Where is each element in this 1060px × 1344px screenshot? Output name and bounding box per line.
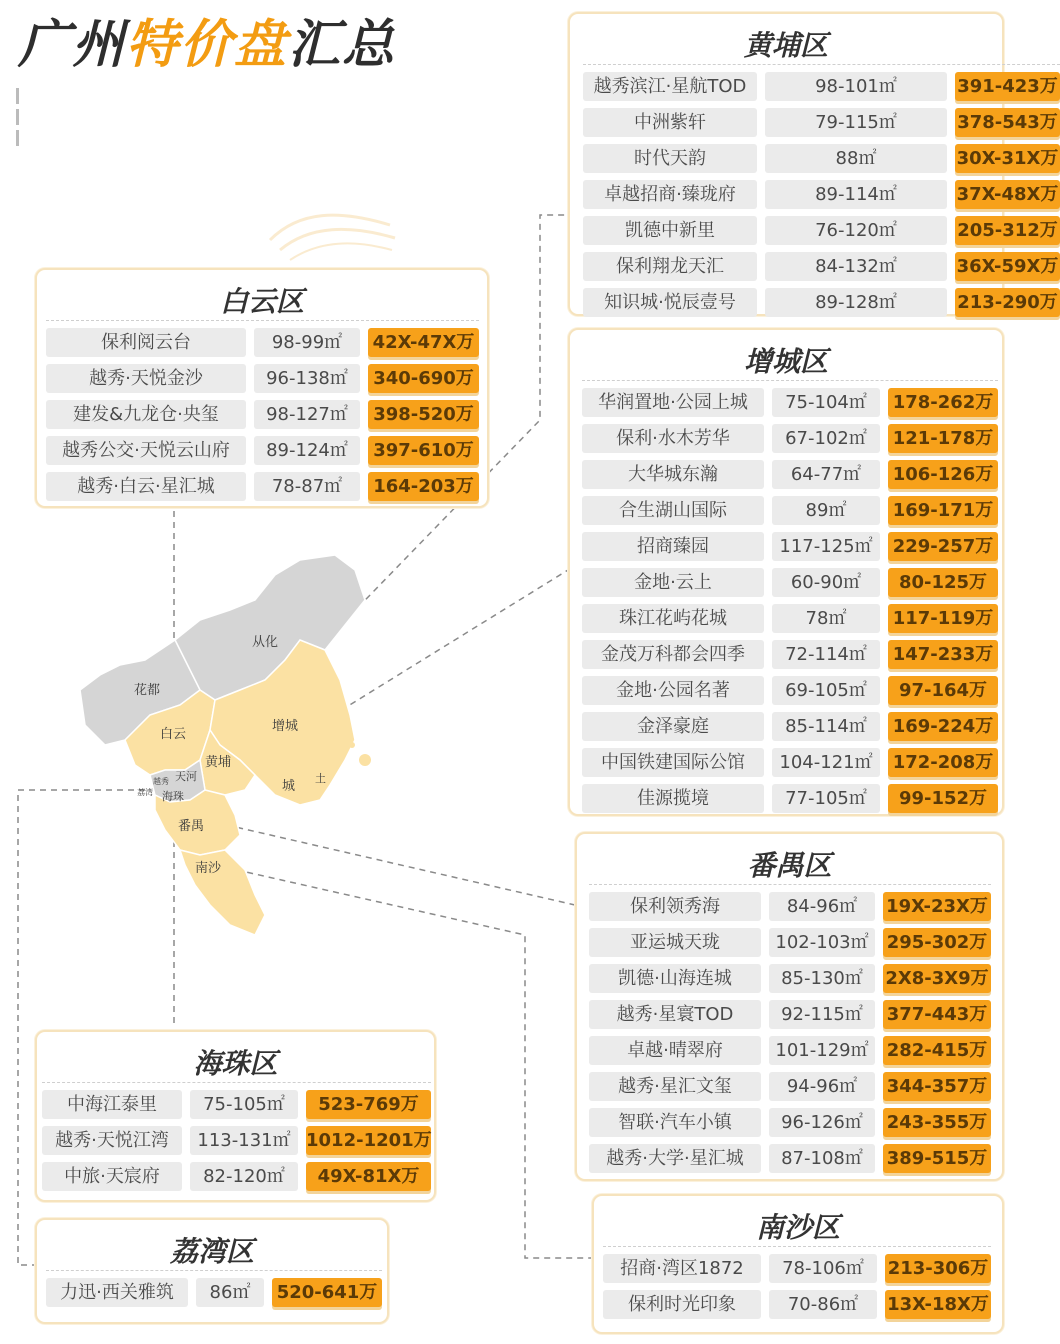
price-range: 282-415万 xyxy=(883,1036,991,1065)
price-range: 205-312万 xyxy=(955,216,1060,245)
floor-area: 117-125㎡ xyxy=(772,532,880,561)
floor-area: 64-77㎡ xyxy=(772,460,880,489)
district-divider xyxy=(46,1270,382,1271)
map-label-huangpu: 黄埔 xyxy=(205,755,232,770)
listing-row xyxy=(603,1254,991,1283)
floor-area: 78㎡ xyxy=(772,604,880,633)
title-part-2: 特价盘 xyxy=(126,15,289,75)
map-label-liwan: 荔湾 xyxy=(137,788,153,797)
project-name: 保利阅云台 xyxy=(46,328,246,357)
map-label-panyu: 番禺 xyxy=(178,819,205,834)
listing-row xyxy=(583,108,1060,137)
project-name: 保利领秀海 xyxy=(589,892,761,921)
price-range: 523-769万 xyxy=(306,1090,431,1119)
floor-area: 77-105㎡ xyxy=(772,784,880,813)
title-part-3: 汇总 xyxy=(288,15,397,75)
panel-haizhu xyxy=(35,1030,436,1202)
price-range: 229-257万 xyxy=(888,532,998,561)
floor-area: 86㎡ xyxy=(196,1278,264,1307)
floor-area: 89㎡ xyxy=(772,496,880,525)
listing-row xyxy=(582,532,998,561)
price-range: 398-520万 xyxy=(368,400,479,429)
district-title: 南沙区 xyxy=(755,1211,840,1244)
connector-panyu xyxy=(205,820,575,905)
district-divider xyxy=(582,380,998,381)
map-label-haizhu: 海珠 xyxy=(162,790,184,803)
project-name: 金茂万科都会四季 xyxy=(582,640,764,669)
price-range: 397-610万 xyxy=(368,436,479,465)
project-name: 中旅·天宸府 xyxy=(42,1162,182,1191)
project-name: 越秀·天悦江湾 xyxy=(42,1126,182,1155)
listing-row xyxy=(589,1108,991,1137)
price-range: 97-164万 xyxy=(888,676,998,705)
project-name: 金地·云上 xyxy=(582,568,764,597)
panel-huangpu xyxy=(568,12,1059,316)
floor-area: 76-120㎡ xyxy=(765,216,947,245)
floor-area: 70-86㎡ xyxy=(769,1290,877,1319)
floor-area: 89-128㎡ xyxy=(765,288,947,317)
listing-row xyxy=(42,1162,431,1191)
price-range: 2X8-3X9万 xyxy=(883,964,991,993)
price-range: 30X-31X万 xyxy=(955,144,1060,173)
floor-area: 67-102㎡ xyxy=(772,424,880,453)
floor-area: 89-114㎡ xyxy=(765,180,947,209)
listing-row xyxy=(583,252,1060,281)
map-island xyxy=(349,742,355,748)
listing-row xyxy=(583,288,1060,317)
district-title: 白云区 xyxy=(219,285,304,318)
listing-row xyxy=(589,892,991,921)
price-range: 213-290万 xyxy=(955,288,1060,317)
project-name: 越秀公交·天悦云山府 xyxy=(46,436,246,465)
project-name: 亚运城天珑 xyxy=(589,928,761,957)
price-range: 389-515万 xyxy=(883,1144,991,1173)
panel-liwan xyxy=(35,1218,389,1324)
project-name: 时代天韵 xyxy=(583,144,757,173)
listing-row xyxy=(46,364,479,393)
title-part-1: 广州 xyxy=(18,15,127,75)
district-divider xyxy=(603,1246,991,1247)
project-name: 越秀滨江·星航TOD xyxy=(583,72,757,101)
listing-row xyxy=(42,1126,431,1155)
listing-row xyxy=(582,568,998,597)
district-divider xyxy=(42,1082,431,1083)
floor-area: 89-124㎡ xyxy=(254,436,360,465)
listing-row xyxy=(582,748,998,777)
floor-area: 98-127㎡ xyxy=(254,400,360,429)
price-range: 37X-48X万 xyxy=(955,180,1060,209)
price-range: 117-119万 xyxy=(888,604,998,633)
listing-row xyxy=(589,1072,991,1101)
district-title: 海珠区 xyxy=(193,1047,278,1080)
map-region-nansha xyxy=(180,850,265,935)
price-range: 391-423万 xyxy=(955,72,1060,101)
price-range: 178-262万 xyxy=(888,388,998,417)
price-range: 106-126万 xyxy=(888,460,998,489)
project-name: 建发&九龙仓·央玺 xyxy=(46,400,246,429)
listing-row xyxy=(582,676,998,705)
project-name: 越秀·大学·星汇城 xyxy=(589,1144,761,1173)
listing-row xyxy=(582,640,998,669)
price-range: 213-306万 xyxy=(885,1254,991,1283)
project-name: 佳源揽境 xyxy=(582,784,764,813)
project-name: 知识城·悦辰壹号 xyxy=(583,288,757,317)
listing-row xyxy=(582,712,998,741)
price-range: 36X-59X万 xyxy=(955,252,1060,281)
map-label-tu: 土 xyxy=(315,772,326,785)
price-range: 19X-23X万 xyxy=(883,892,991,921)
listing-row xyxy=(589,1036,991,1065)
listing-row xyxy=(46,328,479,357)
project-name: 越秀·白云·星汇城 xyxy=(46,472,246,501)
project-name: 金地·公园名著 xyxy=(582,676,764,705)
project-name: 大华城东瀚 xyxy=(582,460,764,489)
price-range: 99-152万 xyxy=(888,784,998,813)
floor-area: 98-99㎡ xyxy=(254,328,360,357)
floor-area: 88㎡ xyxy=(765,144,947,173)
price-range: 164-203万 xyxy=(368,472,479,501)
project-name: 中国铁建国际公馆 xyxy=(582,748,764,777)
listing-row xyxy=(583,180,1060,209)
panel-panyu xyxy=(575,832,1004,1181)
price-range: 340-690万 xyxy=(368,364,479,393)
price-range: 344-357万 xyxy=(883,1072,991,1101)
district-title: 荔湾区 xyxy=(169,1235,254,1268)
floor-area: 84-96㎡ xyxy=(769,892,875,921)
district-divider xyxy=(46,320,479,321)
floor-area: 78-87㎡ xyxy=(254,472,360,501)
listing-row xyxy=(589,1000,991,1029)
floor-area: 60-90㎡ xyxy=(772,568,880,597)
map-island xyxy=(359,754,371,766)
listing-row xyxy=(583,216,1060,245)
district-title: 番禺区 xyxy=(747,849,832,882)
listing-row xyxy=(46,436,479,465)
price-range: 147-233万 xyxy=(888,640,998,669)
listing-row xyxy=(582,424,998,453)
price-range: 13X-18X万 xyxy=(885,1290,991,1319)
project-name: 合生湖山国际 xyxy=(582,496,764,525)
listing-row xyxy=(603,1290,991,1319)
project-name: 力迅·西关雅筑 xyxy=(46,1278,188,1307)
listing-row xyxy=(589,928,991,957)
floor-area: 82-120㎡ xyxy=(190,1162,298,1191)
price-range: 80-125万 xyxy=(888,568,998,597)
project-name: 越秀·星寰TOD xyxy=(589,1000,761,1029)
floor-area: 98-101㎡ xyxy=(765,72,947,101)
map-label-yuexiu: 越秀 xyxy=(153,777,169,786)
floor-area: 96-138㎡ xyxy=(254,364,360,393)
floor-area: 102-103㎡ xyxy=(769,928,875,957)
map-label-conghua: 从化 xyxy=(252,635,279,650)
price-range: 121-178万 xyxy=(888,424,998,453)
project-name: 中海江泰里 xyxy=(42,1090,182,1119)
district-title: 黄埔区 xyxy=(743,29,828,62)
floor-area: 84-132㎡ xyxy=(765,252,947,281)
price-range: 169-171万 xyxy=(888,496,998,525)
listing-row xyxy=(583,72,1060,101)
project-name: 保利时光印象 xyxy=(603,1290,761,1319)
project-name: 卓越·晴翠府 xyxy=(589,1036,761,1065)
listing-row xyxy=(582,496,998,525)
floor-area: 96-126㎡ xyxy=(769,1108,875,1137)
project-name: 智联·汽车小镇 xyxy=(589,1108,761,1137)
panel-nansha xyxy=(592,1194,1004,1334)
floor-area: 92-115㎡ xyxy=(769,1000,875,1029)
price-range: 49X-81X万 xyxy=(306,1162,431,1191)
price-range: 378-543万 xyxy=(955,108,1060,137)
project-name: 华润置地·公园上城 xyxy=(582,388,764,417)
floor-area: 69-105㎡ xyxy=(772,676,880,705)
project-name: 金泽豪庭 xyxy=(582,712,764,741)
listing-row xyxy=(589,1144,991,1173)
project-name: 招商臻园 xyxy=(582,532,764,561)
map-label-tianhe: 天河 xyxy=(175,770,197,783)
price-range: 172-208万 xyxy=(888,748,998,777)
floor-area: 72-114㎡ xyxy=(772,640,880,669)
price-range: 42X-47X万 xyxy=(368,328,479,357)
district-divider xyxy=(583,64,1060,65)
floor-area: 101-129㎡ xyxy=(769,1036,875,1065)
map-label-baiyun: 白云 xyxy=(160,727,187,742)
project-name: 保利翔龙天汇 xyxy=(583,252,757,281)
project-name: 凯德·山海连城 xyxy=(589,964,761,993)
project-name: 凯德中新里 xyxy=(583,216,757,245)
floor-area: 75-104㎡ xyxy=(772,388,880,417)
district-divider xyxy=(589,884,991,885)
map-label-zengcheng: 增城 xyxy=(272,719,299,734)
listing-row xyxy=(589,964,991,993)
floor-area: 113-131㎡ xyxy=(190,1126,298,1155)
listing-row xyxy=(46,472,479,501)
map-label-huadu: 花都 xyxy=(134,683,161,698)
listing-row xyxy=(42,1090,431,1119)
floor-area: 79-115㎡ xyxy=(765,108,947,137)
price-range: 169-224万 xyxy=(888,712,998,741)
project-name: 越秀·星汇文玺 xyxy=(589,1072,761,1101)
price-range: 243-355万 xyxy=(883,1108,991,1137)
price-range: 295-302万 xyxy=(883,928,991,957)
district-title: 增城区 xyxy=(743,345,828,378)
project-name: 珠江花屿花城 xyxy=(582,604,764,633)
floor-area: 104-121㎡ xyxy=(772,748,880,777)
project-name: 招商·湾区1872 xyxy=(603,1254,761,1283)
listing-row xyxy=(583,144,1060,173)
listing-row xyxy=(46,400,479,429)
panel-zengcheng xyxy=(568,328,1004,816)
listing-row xyxy=(582,604,998,633)
panel-baiyun xyxy=(35,268,489,508)
listing-row xyxy=(46,1278,382,1307)
floor-area: 85-130㎡ xyxy=(769,964,875,993)
listing-row xyxy=(582,460,998,489)
price-range: 1012-1201万 xyxy=(306,1126,431,1155)
project-name: 越秀·天悦金沙 xyxy=(46,364,246,393)
project-name: 中洲紫轩 xyxy=(583,108,757,137)
floor-area: 85-114㎡ xyxy=(772,712,880,741)
project-name: 保利·水木芳华 xyxy=(582,424,764,453)
map-label-nansha: 南沙 xyxy=(195,861,222,876)
map-label-cheng: 城 xyxy=(282,779,296,794)
price-range: 520-641万 xyxy=(272,1278,382,1307)
floor-area: 87-108㎡ xyxy=(769,1144,875,1173)
project-name: 卓越招商·臻珑府 xyxy=(583,180,757,209)
price-range: 377-443万 xyxy=(883,1000,991,1029)
floor-area: 78-106㎡ xyxy=(769,1254,877,1283)
listing-row xyxy=(582,784,998,813)
floor-area: 94-96㎡ xyxy=(769,1072,875,1101)
listing-row xyxy=(582,388,998,417)
floor-area: 75-105㎡ xyxy=(190,1090,298,1119)
